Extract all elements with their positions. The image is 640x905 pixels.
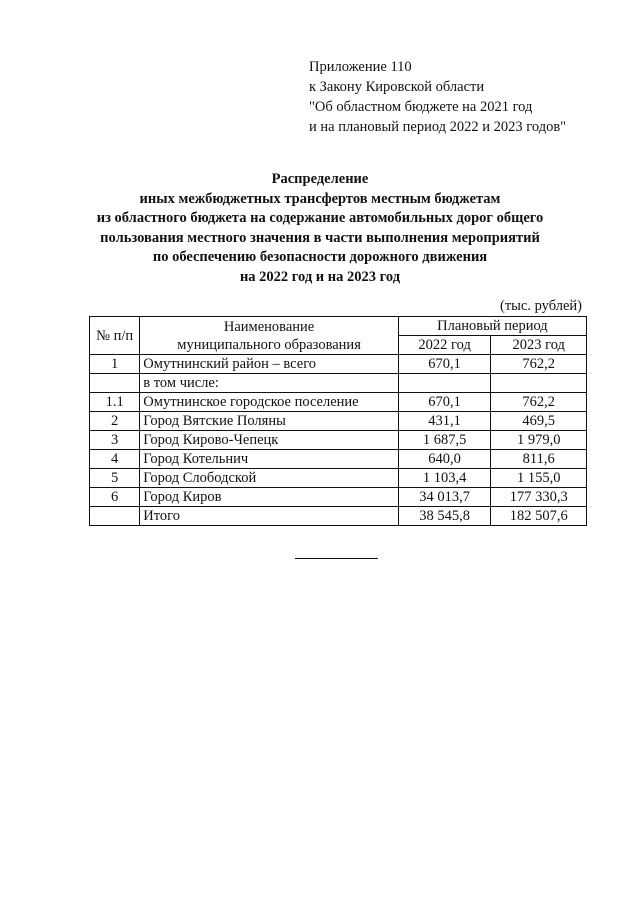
row-name: в том числе: bbox=[140, 374, 399, 393]
table-row bbox=[90, 355, 587, 374]
row-num: 2 bbox=[90, 412, 140, 431]
row-value-2023: 1 979,0 bbox=[491, 431, 587, 450]
table-row bbox=[90, 469, 587, 488]
row-num: 1 bbox=[90, 355, 140, 374]
table-total-row bbox=[90, 507, 587, 526]
row-name: Город Вятские Поляны bbox=[140, 412, 399, 431]
appendix-line-4: и на плановый период 2022 и 2023 годов" bbox=[309, 119, 567, 135]
row-value-2023: 177 330,3 bbox=[491, 488, 587, 507]
row-num: 6 bbox=[90, 488, 140, 507]
table-row bbox=[90, 412, 587, 431]
header-num: № п/п bbox=[90, 317, 140, 355]
row-name: Омутнинский район – всего bbox=[140, 355, 399, 374]
title-line-5: по обеспечению безопасности дорожного движения bbox=[152, 249, 488, 265]
units-note: (тыс. рублей) bbox=[500, 298, 582, 314]
title-line-1: Распределение bbox=[271, 171, 369, 187]
appendix-line-3: "Об областном бюджете на 2021 год bbox=[309, 99, 533, 115]
distribution-table bbox=[89, 316, 587, 526]
row-name: Город Кирово-Чепецк bbox=[140, 431, 399, 450]
row-value-2022: 38 545,8 bbox=[398, 507, 491, 526]
title-line-3: из областного бюджета на содержание автомобильных дорог общего bbox=[96, 210, 544, 226]
table-header-row-1 bbox=[90, 317, 587, 336]
row-name: Город Слободской bbox=[140, 469, 399, 488]
row-value-2022: 640,0 bbox=[398, 450, 491, 469]
table-row bbox=[90, 450, 587, 469]
row-value-2022: 431,1 bbox=[398, 412, 491, 431]
row-num bbox=[90, 374, 140, 393]
row-value-2022: 34 013,7 bbox=[398, 488, 491, 507]
row-name: Город Котельнич bbox=[140, 450, 399, 469]
header-name bbox=[140, 317, 399, 355]
document-title bbox=[60, 170, 580, 287]
title-line-4: пользования местного значения в части выполнения мероприятий bbox=[100, 229, 540, 246]
row-value-2022: 670,1 bbox=[398, 355, 491, 374]
header-name-line-1: Наименование bbox=[223, 318, 315, 335]
row-value-2023 bbox=[491, 374, 587, 393]
appendix-line-1: Приложение 110 bbox=[309, 59, 412, 75]
table-row bbox=[90, 393, 587, 412]
row-value-2023: 182 507,6 bbox=[491, 507, 587, 526]
row-value-2022: 1 687,5 bbox=[398, 431, 491, 450]
header-period: Плановый период bbox=[398, 317, 586, 336]
row-value-2023: 762,2 bbox=[491, 355, 587, 374]
table-row bbox=[90, 431, 587, 450]
header-name-line-2: муниципального образования bbox=[177, 336, 361, 353]
table-row bbox=[90, 374, 587, 393]
row-value-2023: 1 155,0 bbox=[491, 469, 587, 488]
end-divider bbox=[295, 558, 378, 559]
row-name: Омутнинское городское поселение bbox=[140, 393, 399, 412]
appendix-line-2: к Закону Кировской области bbox=[309, 79, 485, 95]
row-value-2022: 670,1 bbox=[398, 393, 491, 412]
row-value-2022: 1 103,4 bbox=[398, 469, 491, 488]
row-num: 5 bbox=[90, 469, 140, 488]
row-value-2023: 762,2 bbox=[491, 393, 587, 412]
row-num: 4 bbox=[90, 450, 140, 469]
row-name: Город Киров bbox=[140, 488, 399, 507]
row-value-2023: 469,5 bbox=[491, 412, 587, 431]
table-row bbox=[90, 488, 587, 507]
title-line-2: иных межбюджетных трансфертов местным бюджетам bbox=[139, 190, 501, 207]
row-num: 3 bbox=[90, 431, 140, 450]
title-line-6: на 2022 год и на 2023 год bbox=[239, 268, 401, 285]
row-value-2023: 811,6 bbox=[491, 450, 587, 469]
appendix-note bbox=[309, 57, 566, 137]
row-num: 1.1 bbox=[90, 393, 140, 412]
row-value-2022 bbox=[398, 374, 491, 393]
header-year-2023: 2023 год bbox=[491, 336, 587, 355]
row-num bbox=[90, 507, 140, 526]
header-year-2022: 2022 год bbox=[398, 336, 491, 355]
row-name: Итого bbox=[140, 507, 399, 526]
